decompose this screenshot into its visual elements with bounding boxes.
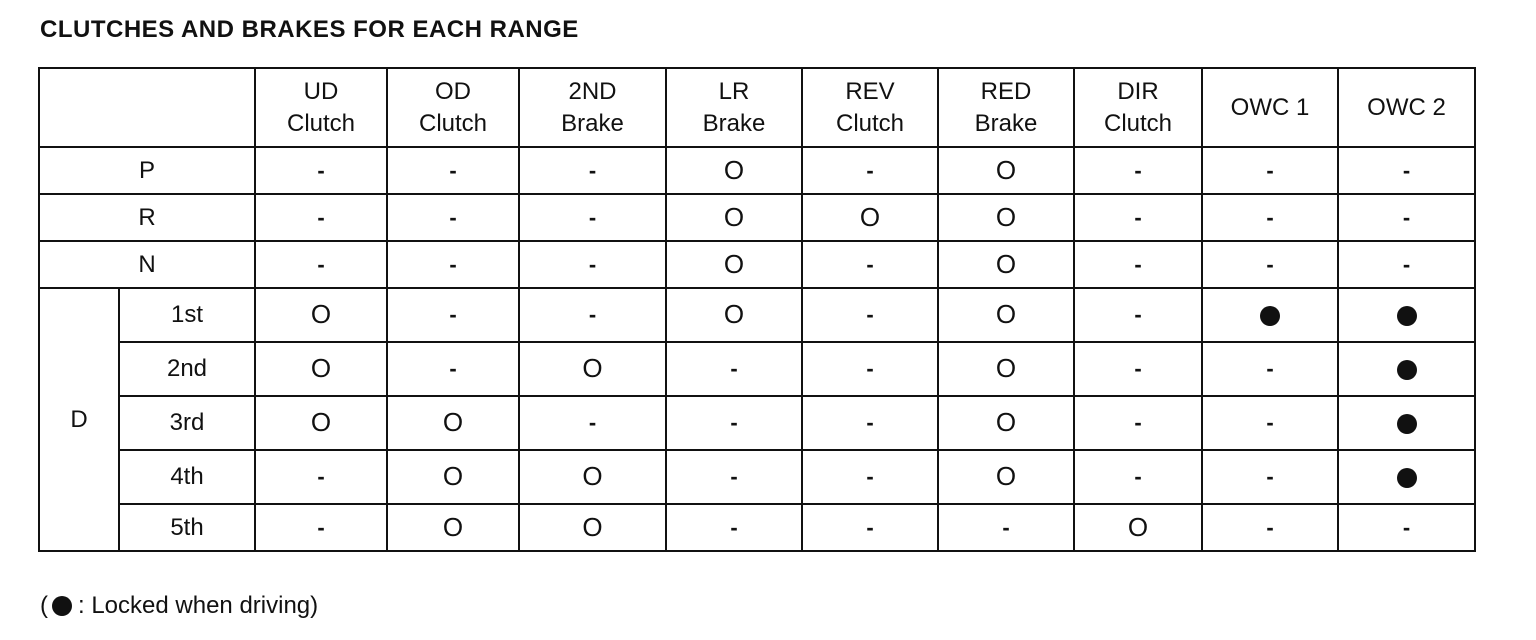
engaged-mark: O (310, 407, 332, 437)
column-header-line: Clutch (418, 109, 488, 137)
not-engaged-mark: - (449, 204, 457, 230)
status-cell (666, 504, 802, 551)
engaged-mark: O (995, 461, 1017, 491)
column-header (519, 68, 666, 147)
not-engaged-mark: - (1002, 514, 1010, 540)
engaged-mark: O (582, 461, 603, 491)
status-cell (1338, 396, 1475, 450)
status-cell (1338, 504, 1475, 551)
status-cell (1074, 241, 1202, 288)
not-engaged-mark: - (449, 157, 457, 183)
not-engaged-mark: - (866, 410, 874, 435)
engaged-mark: O (723, 201, 745, 232)
status-cell (802, 342, 938, 396)
status-cell (387, 396, 519, 450)
not-engaged-mark: - (866, 251, 874, 277)
status-cell (938, 147, 1074, 194)
not-engaged-mark: - (317, 204, 325, 230)
table-header-row (39, 68, 1475, 147)
not-engaged-mark: - (730, 410, 738, 435)
table-row (39, 342, 1475, 396)
status-cell (1074, 342, 1202, 396)
column-header (802, 68, 938, 147)
not-engaged-mark: - (449, 251, 457, 277)
status-cell (1202, 342, 1338, 396)
status-cell (519, 241, 666, 288)
status-cell (519, 396, 666, 450)
status-cell (519, 147, 666, 194)
status-cell (255, 342, 387, 396)
status-cell (1074, 504, 1202, 551)
status-cell (255, 147, 387, 194)
status-cell (938, 504, 1074, 551)
status-cell (666, 450, 802, 504)
status-cell (1202, 504, 1338, 551)
not-engaged-mark: - (588, 302, 597, 327)
column-header-line: REV (845, 77, 895, 105)
status-cell (666, 396, 802, 450)
status-cell (255, 396, 387, 450)
status-cell (519, 342, 666, 396)
status-cell (255, 241, 387, 288)
engaged-mark: O (995, 248, 1017, 279)
status-cell (938, 396, 1074, 450)
not-engaged-mark: - (317, 251, 325, 277)
legend-text: : Locked when driving) (78, 592, 319, 619)
not-engaged-mark: - (1402, 514, 1411, 540)
column-header-line: RED (980, 77, 1032, 105)
status-cell (1338, 450, 1475, 504)
not-engaged-mark: - (588, 157, 597, 183)
engaged-mark: O (995, 201, 1017, 232)
status-cell (1338, 147, 1475, 194)
not-engaged-mark: - (1134, 356, 1142, 381)
not-engaged-mark: - (1266, 356, 1274, 381)
not-engaged-mark: - (1134, 410, 1142, 435)
status-cell (666, 288, 802, 342)
status-cell (802, 147, 938, 194)
engaged-mark: O (995, 154, 1017, 185)
not-engaged-mark: - (866, 514, 874, 540)
not-engaged-mark: - (1266, 157, 1274, 183)
engaged-mark: O (723, 154, 745, 185)
status-cell (387, 288, 519, 342)
corner-cell (39, 68, 255, 147)
not-engaged-mark: - (1402, 251, 1411, 277)
column-header-line: Brake (702, 109, 766, 137)
not-engaged-mark: - (1266, 464, 1274, 489)
column-header (1338, 68, 1475, 147)
status-cell (802, 241, 938, 288)
status-cell (1074, 288, 1202, 342)
status-cell (1074, 147, 1202, 194)
status-cell (519, 450, 666, 504)
status-cell (1202, 147, 1338, 194)
legend-open-paren: ( (40, 592, 48, 619)
range-label: D (39, 288, 119, 551)
status-cell (387, 504, 519, 551)
not-engaged-mark: - (1134, 302, 1142, 327)
not-engaged-mark: - (730, 514, 738, 540)
status-cell (666, 241, 802, 288)
status-cell (802, 194, 938, 241)
engaged-mark: O (442, 511, 464, 542)
locked-dot-icon (1397, 414, 1417, 434)
page-title: CLUTCHES AND BRAKES FOR EACH RANGE (40, 16, 579, 43)
status-cell (1202, 396, 1338, 450)
locked-dot-icon (1397, 468, 1417, 488)
not-engaged-mark: - (1134, 157, 1142, 183)
range-label: R (39, 194, 255, 241)
column-header (666, 68, 802, 147)
table-row (39, 241, 1475, 288)
status-cell (387, 342, 519, 396)
status-cell (519, 194, 666, 241)
not-engaged-mark: - (588, 410, 597, 435)
clutch-brake-table (38, 67, 1476, 552)
status-cell (1074, 194, 1202, 241)
status-cell (1202, 450, 1338, 504)
not-engaged-mark: - (866, 157, 874, 183)
table-row (39, 147, 1475, 194)
engaged-mark: O (442, 407, 464, 437)
status-cell (255, 194, 387, 241)
status-cell (938, 194, 1074, 241)
table-row (39, 450, 1475, 504)
locked-dot-icon (1260, 306, 1280, 326)
engaged-mark: O (310, 299, 332, 329)
status-cell (255, 504, 387, 551)
engaged-mark: O (582, 511, 603, 542)
column-header-line: OWC 1 (1230, 93, 1310, 121)
engaged-mark: O (582, 353, 603, 383)
column-header-line: DIR (1117, 77, 1159, 105)
not-engaged-mark: - (866, 356, 874, 381)
status-cell (1074, 396, 1202, 450)
not-engaged-mark: - (1402, 157, 1411, 183)
status-cell (802, 396, 938, 450)
not-engaged-mark: - (1402, 204, 1411, 230)
not-engaged-mark: - (730, 356, 738, 381)
column-header (1202, 68, 1338, 147)
status-cell (666, 342, 802, 396)
column-header-line: Brake (561, 109, 624, 137)
status-cell (387, 147, 519, 194)
column-header (255, 68, 387, 147)
table-row (39, 504, 1475, 551)
not-engaged-mark: - (588, 251, 597, 277)
column-header-line: Brake (974, 109, 1038, 137)
locked-dot-icon (1397, 360, 1417, 380)
status-cell (1338, 288, 1475, 342)
status-cell (666, 147, 802, 194)
status-cell (938, 342, 1074, 396)
range-label: P (39, 147, 255, 194)
not-engaged-mark: - (449, 356, 457, 381)
status-cell (938, 450, 1074, 504)
column-header-line: OWC 2 (1367, 93, 1446, 121)
engaged-mark: O (995, 299, 1017, 329)
not-engaged-mark: - (1266, 251, 1274, 277)
locked-dot-icon (1397, 306, 1417, 326)
gear-label: 4th (119, 450, 255, 504)
column-header (1074, 68, 1202, 147)
column-header-line: Clutch (286, 109, 356, 137)
status-cell (519, 288, 666, 342)
not-engaged-mark: - (1134, 204, 1142, 230)
not-engaged-mark: - (866, 302, 874, 327)
status-cell (802, 450, 938, 504)
not-engaged-mark: - (1266, 204, 1274, 230)
engaged-mark: O (723, 248, 745, 279)
status-cell (1202, 194, 1338, 241)
engaged-mark: O (723, 299, 745, 329)
column-header-line: OD (435, 77, 471, 105)
gear-label: 5th (119, 504, 255, 551)
not-engaged-mark: - (317, 464, 325, 489)
table-row (39, 288, 1475, 342)
column-header-line: 2ND (568, 77, 617, 105)
not-engaged-mark: - (730, 464, 738, 489)
not-engaged-mark: - (449, 302, 457, 327)
not-engaged-mark: - (317, 157, 325, 183)
locked-dot-icon (52, 596, 72, 616)
status-cell (1202, 288, 1338, 342)
legend (40, 590, 318, 622)
status-cell (1338, 194, 1475, 241)
not-engaged-mark: - (1134, 464, 1142, 489)
column-header (387, 68, 519, 147)
not-engaged-mark: - (866, 464, 874, 489)
status-cell (938, 241, 1074, 288)
not-engaged-mark: - (1266, 410, 1274, 435)
gear-label: 1st (119, 288, 255, 342)
table-row (39, 194, 1475, 241)
table-row (39, 396, 1475, 450)
column-header-line: UD (303, 77, 339, 105)
status-cell (519, 504, 666, 551)
engaged-mark: O (442, 461, 464, 491)
status-cell (666, 194, 802, 241)
gear-label: 2nd (119, 342, 255, 396)
status-cell (1338, 342, 1475, 396)
engaged-mark: O (995, 407, 1017, 437)
status-cell (1202, 241, 1338, 288)
column-header (938, 68, 1074, 147)
not-engaged-mark: - (317, 514, 325, 540)
column-header-line: LR (718, 77, 750, 105)
status-cell (387, 450, 519, 504)
status-cell (802, 288, 938, 342)
column-header-line: Clutch (835, 109, 905, 137)
status-cell (387, 241, 519, 288)
engaged-mark: O (1127, 511, 1149, 542)
not-engaged-mark: - (588, 204, 597, 230)
status-cell (255, 288, 387, 342)
range-label: N (39, 241, 255, 288)
engaged-mark: O (310, 353, 332, 383)
not-engaged-mark: - (1266, 514, 1274, 540)
engaged-mark: O (995, 353, 1017, 383)
column-header-line: Clutch (1103, 109, 1173, 137)
status-cell (1074, 450, 1202, 504)
not-engaged-mark: - (1134, 251, 1142, 277)
status-cell (802, 504, 938, 551)
status-cell (938, 288, 1074, 342)
status-cell (387, 194, 519, 241)
status-cell (255, 450, 387, 504)
engaged-mark: O (859, 201, 881, 232)
gear-label: 3rd (119, 396, 255, 450)
status-cell (1338, 241, 1475, 288)
